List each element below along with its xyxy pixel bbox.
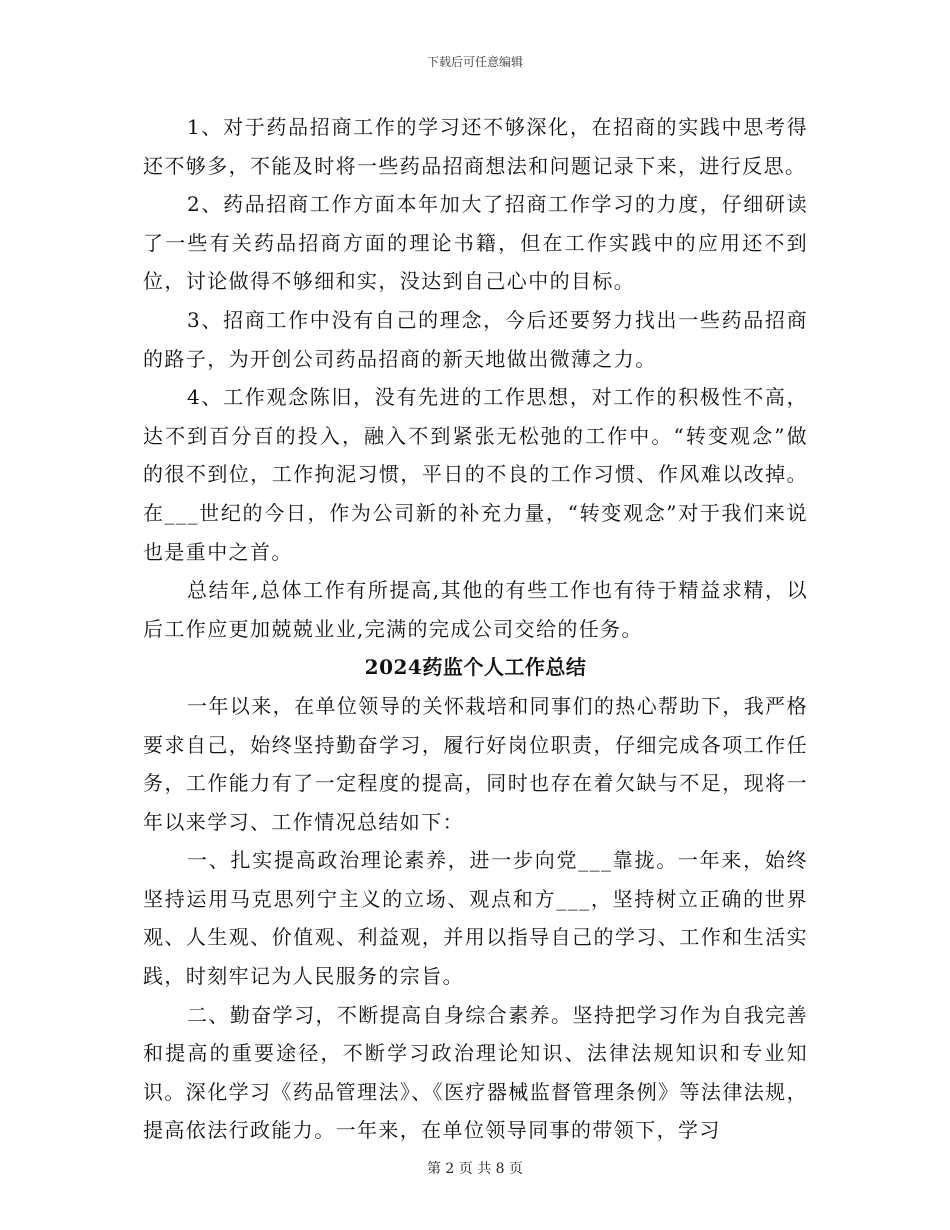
document-body (143, 108, 808, 1150)
paragraph-politics: 一、扎实提高政治理论素养，进一步向党___靠拢。一年来，始终坚持运用马克思列宁主义的立场、观点和方___，坚持树立正确的世界观、人生观、价值观、利益观，并用以指导自己的学习、工作和生活实践，时刻牢记为人民服务的宗旨。 (143, 848, 808, 989)
page-number: 第 2 页 共 8 页 (426, 1161, 524, 1177)
paragraph-3: 3、招商工作中没有自己的理念，今后还要努力找出一些药品招商的路子，为开创公司药品招商的新天地做出微薄之力。 (143, 307, 808, 371)
paragraph-4: 4、工作观念陈旧，没有先进的工作思想，对工作的积极性不高，达不到百分百的投入，融入不到紧张无松弛的工作中。“转变观念”做的很不到位，工作拘泥习惯，平日的不良的工作习惯、作风难以改掉。在___世纪的今日，作为公司新的补充力量，“转变观念”对于我们来说也是重中之首。 (143, 385, 808, 564)
paragraph-1: 1、对于药品招商工作的学习还不够深化，在招商的实践中思考得还不够多，不能及时将一些药品招商想法和问题记录下来，进行反思。 (143, 115, 808, 178)
section-title: 2024药监个人工作总结 (364, 655, 587, 680)
page-header-note: 下载后可任意编辑 (426, 55, 523, 69)
paragraph-summary: 总结年,总体工作有所提高,其他的有些工作也有待于精益求精，以后工作应更加兢兢业业,完满的完成公司交给的任务。 (143, 578, 808, 641)
paragraph-intro: 一年以来，在单位领导的关怀栽培和同事们的热心帮助下，我严格要求自己，始终坚持勤奋学习，履行好岗位职责，仔细完成各项工作任务，工作能力有了一定程度的提高，同时也存在着欠缺与不足，现将一年以来学习、工作情况总结如下： (143, 693, 808, 834)
paragraph-study: 二、勤奋学习，不断提高自身综合素养。坚持把学习作为自我完善和提高的重要途径，不断学习政治理论知识、法律法规知识和专业知识。深化学习《药品管理法》、《医疗器械监督管理条例》等法律法规，提高依法行政能力。一年来，在单位领导同事的带领下，学习 (143, 1002, 808, 1143)
paragraph-2: 2、药品招商工作方面本年加大了招商工作学习的力度，仔细研读了一些有关药品招商方面的理论书籍，但在工作实践中的应用还不到位，讨论做得不够细和实，没达到自己心中的目标。 (143, 192, 808, 294)
